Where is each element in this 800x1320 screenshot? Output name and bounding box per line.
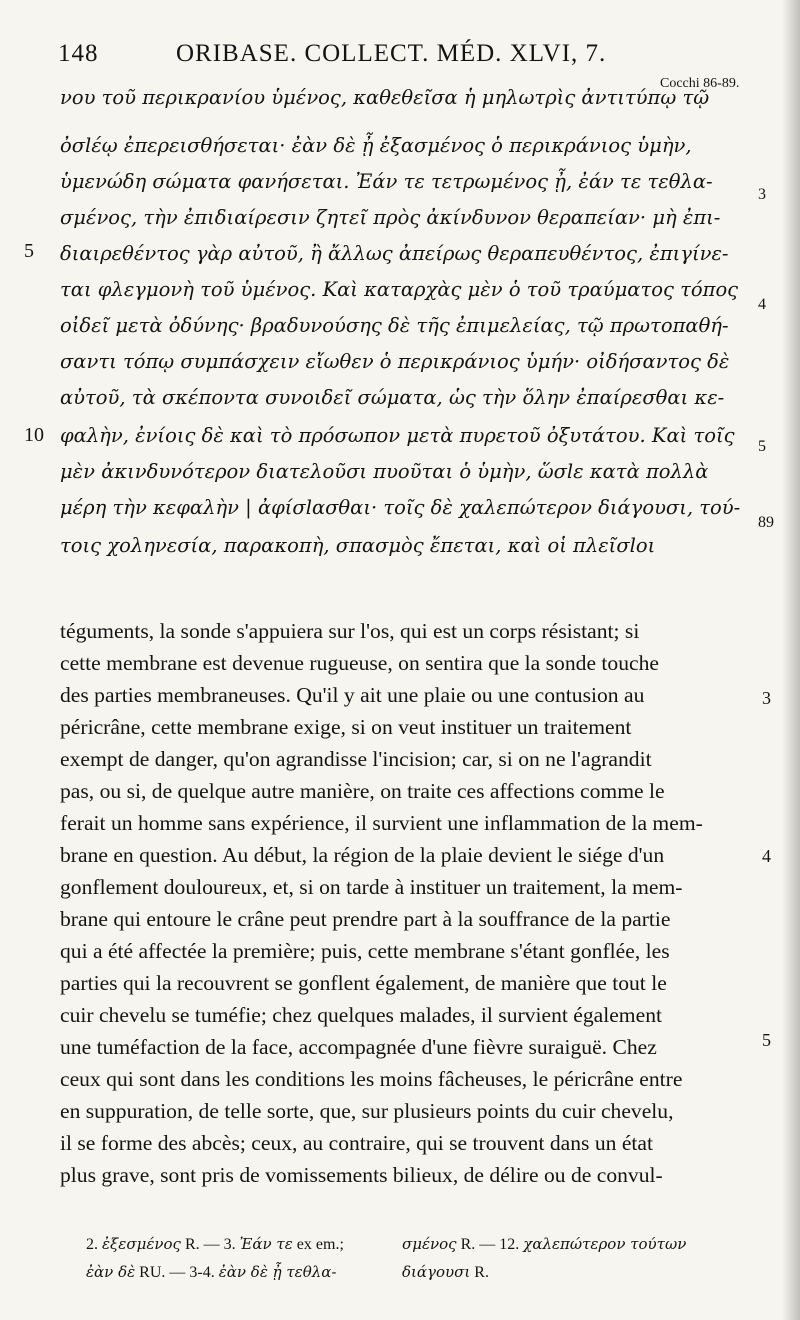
greek-line: ὀσlέῳ ἐπερεισθήσεται· ἐὰν δὲ ᾖ ἐξασμένος ὁ περικράνιος ὑμὴν, [60,134,692,157]
page-edge-shadow [782,0,800,1320]
margin-ref-3: 3 [758,186,766,203]
margin-ref-cocchi: Cocchi 86-89. [660,76,740,91]
greek-line: μὲν ἀκινδυνότερον διατελοῦσι πυοῦται ὁ ὑμὴν, ὥσlε κατὰ πολλὰ [60,460,709,483]
margin-ref-5: 5 [758,438,766,455]
footnote-greek: Ἐάν τε [239,1235,293,1253]
margin-ref-89: 89 [758,514,774,531]
footnote-text: R. — 3. [184,1236,236,1253]
french-line: péricrâne, cette membrane exige, si on veut instituer un traitement [60,715,632,739]
greek-line: μέρη τὴν κεφαλὴν | ἀφίσlασθαι· τοῖς δὲ χαλεπώτερον διάγουσι, τού- [60,496,741,519]
footnote-row [86,1258,766,1286]
french-line: gonflement douloureux, et, si on tarde à instituer un traitement, la mem- [60,875,683,899]
page-number: 148 [58,40,99,67]
french-line: une tuméfaction de la face, accompagnée d'une fièvre suraiguë. Chez [60,1035,657,1059]
french-line: pas, ou si, de quelque autre manière, on traite ces affections comme le [60,779,665,803]
footnote-number: 2. [86,1236,98,1253]
greek-line: φαλὴν, ἐνίοις δὲ καὶ τὸ πρόσωπον μετὰ πυρετοῦ ὀξυτάτου. Καὶ τοῖς [60,424,735,447]
greek-line: σμένος, τὴν ἐπιδιαίρεσιν ζητεῖ πρὸς ἀκίνδυνον θεραπείαν· μὴ ἐπι- [60,206,721,229]
french-line: qui a été affectée la première; puis, cette membrane s'étant gonflée, les [60,939,670,963]
line-number-10: 10 [24,424,44,446]
footnote-greek: ἐὰν δὲ ᾖ τεθλα- [218,1263,337,1281]
french-line: exempt de danger, qu'on agrandisse l'incision; car, si on ne l'agrandit [60,747,652,771]
french-line: il se forme des abcès; ceux, au contraire, qui se trouvent dans un état [60,1131,654,1155]
footnote-greek: ἐξεσμένος [102,1235,181,1253]
footnote-text: R. [474,1264,489,1281]
footnote-row [86,1230,766,1258]
french-line: brane en question. Au début, la région de la plaie devient le siége d'un [60,843,665,867]
greek-line: ται φλεγμονὴ τοῦ ὑμένος. Καὶ καταρχὰς μὲν ὁ τοῦ τραύματος τόπος [60,278,739,301]
footnote-text: ex em.; [296,1236,344,1253]
footnote-text: RU. — 3-4. [139,1264,215,1281]
running-header [58,40,758,74]
margin-ref-4: 4 [762,846,771,866]
greek-line: τοις χοληνεσία, παρακοπὴ, σπασμὸς ἔπεται, καὶ οἱ πλεῖσlοι [60,534,656,557]
greek-line: διαιρεθέντος γὰρ αὐτοῦ, ἢ ἄλλως ἀπείρως θεραπευθέντος, ἐπιγίνε- [60,242,729,265]
footnote-text: R. — 12. [460,1236,520,1253]
greek-line: ὑμενώδη σώματα φανήσεται. Ἐάν τε τετρωμένος ᾖ, ἐάν τε τεθλα- [60,170,713,193]
french-line: ceux qui sont dans les conditions les moins fâcheuses, le péricrâne entre [60,1067,683,1091]
french-line: cuir chevelu se tuméfie; chez quelques malades, il survient également [60,1003,662,1027]
french-line: brane qui entoure le crâne peut prendre part à la souffrance de la partie [60,907,671,931]
french-line: parties qui la recouvrent se gonflent également, de manière que tout le [60,971,667,995]
french-line: en suppuration, de telle sorte, que, sur plusieurs points du cuir chevelu, [60,1099,674,1123]
footnote-greek: ἐὰν δὲ [86,1263,136,1281]
greek-line: οἰδεῖ μετὰ ὀδύνης· βραδυνούσης δὲ τῆς ἐπιμελείας, τῷ πρωτοπαθή- [60,314,729,337]
greek-line: νου τοῦ περικρανίου ὑμένος, καθεθεῖσα ἡ μηλωτρὶς ἀντιτύπῳ τῷ [60,86,710,109]
margin-ref-5: 5 [762,1030,771,1050]
running-title: ORIBASE. COLLECT. MÉD. XLVI, 7. [176,40,607,67]
footnote-greek: σμένος [402,1235,457,1253]
margin-ref-3: 3 [762,688,771,708]
french-line: téguments, la sonde s'appuiera sur l'os, qui est un corps résistant; si [60,619,640,643]
footnote-greek: χαλεπώτερον τούτων [523,1235,687,1253]
greek-line: αὐτοῦ, τὰ σκέποντα συνοιδεῖ σώματα, ὡς τὴν ὅλην ἐπαίρεσθαι κε- [60,386,725,409]
greek-line: σαντι τόπῳ συμπάσχειν εἴωθεν ὁ περικράνιος ὑμήν· οἰδήσαντος δὲ [60,350,730,373]
line-number-5: 5 [24,240,34,262]
french-line: cette membrane est devenue rugueuse, on sentira que la sonde touche [60,651,659,675]
french-line: ferait un homme sans expérience, il survient une inflammation de la mem- [60,811,703,835]
french-line: des parties membraneuses. Qu'il y ait une plaie ou une contusion au [60,683,645,707]
french-line: plus grave, sont pris de vomissements bilieux, de délire ou de convul- [60,1163,663,1187]
footnote-greek: διάγουσι [402,1263,471,1281]
margin-ref-4: 4 [758,296,766,313]
